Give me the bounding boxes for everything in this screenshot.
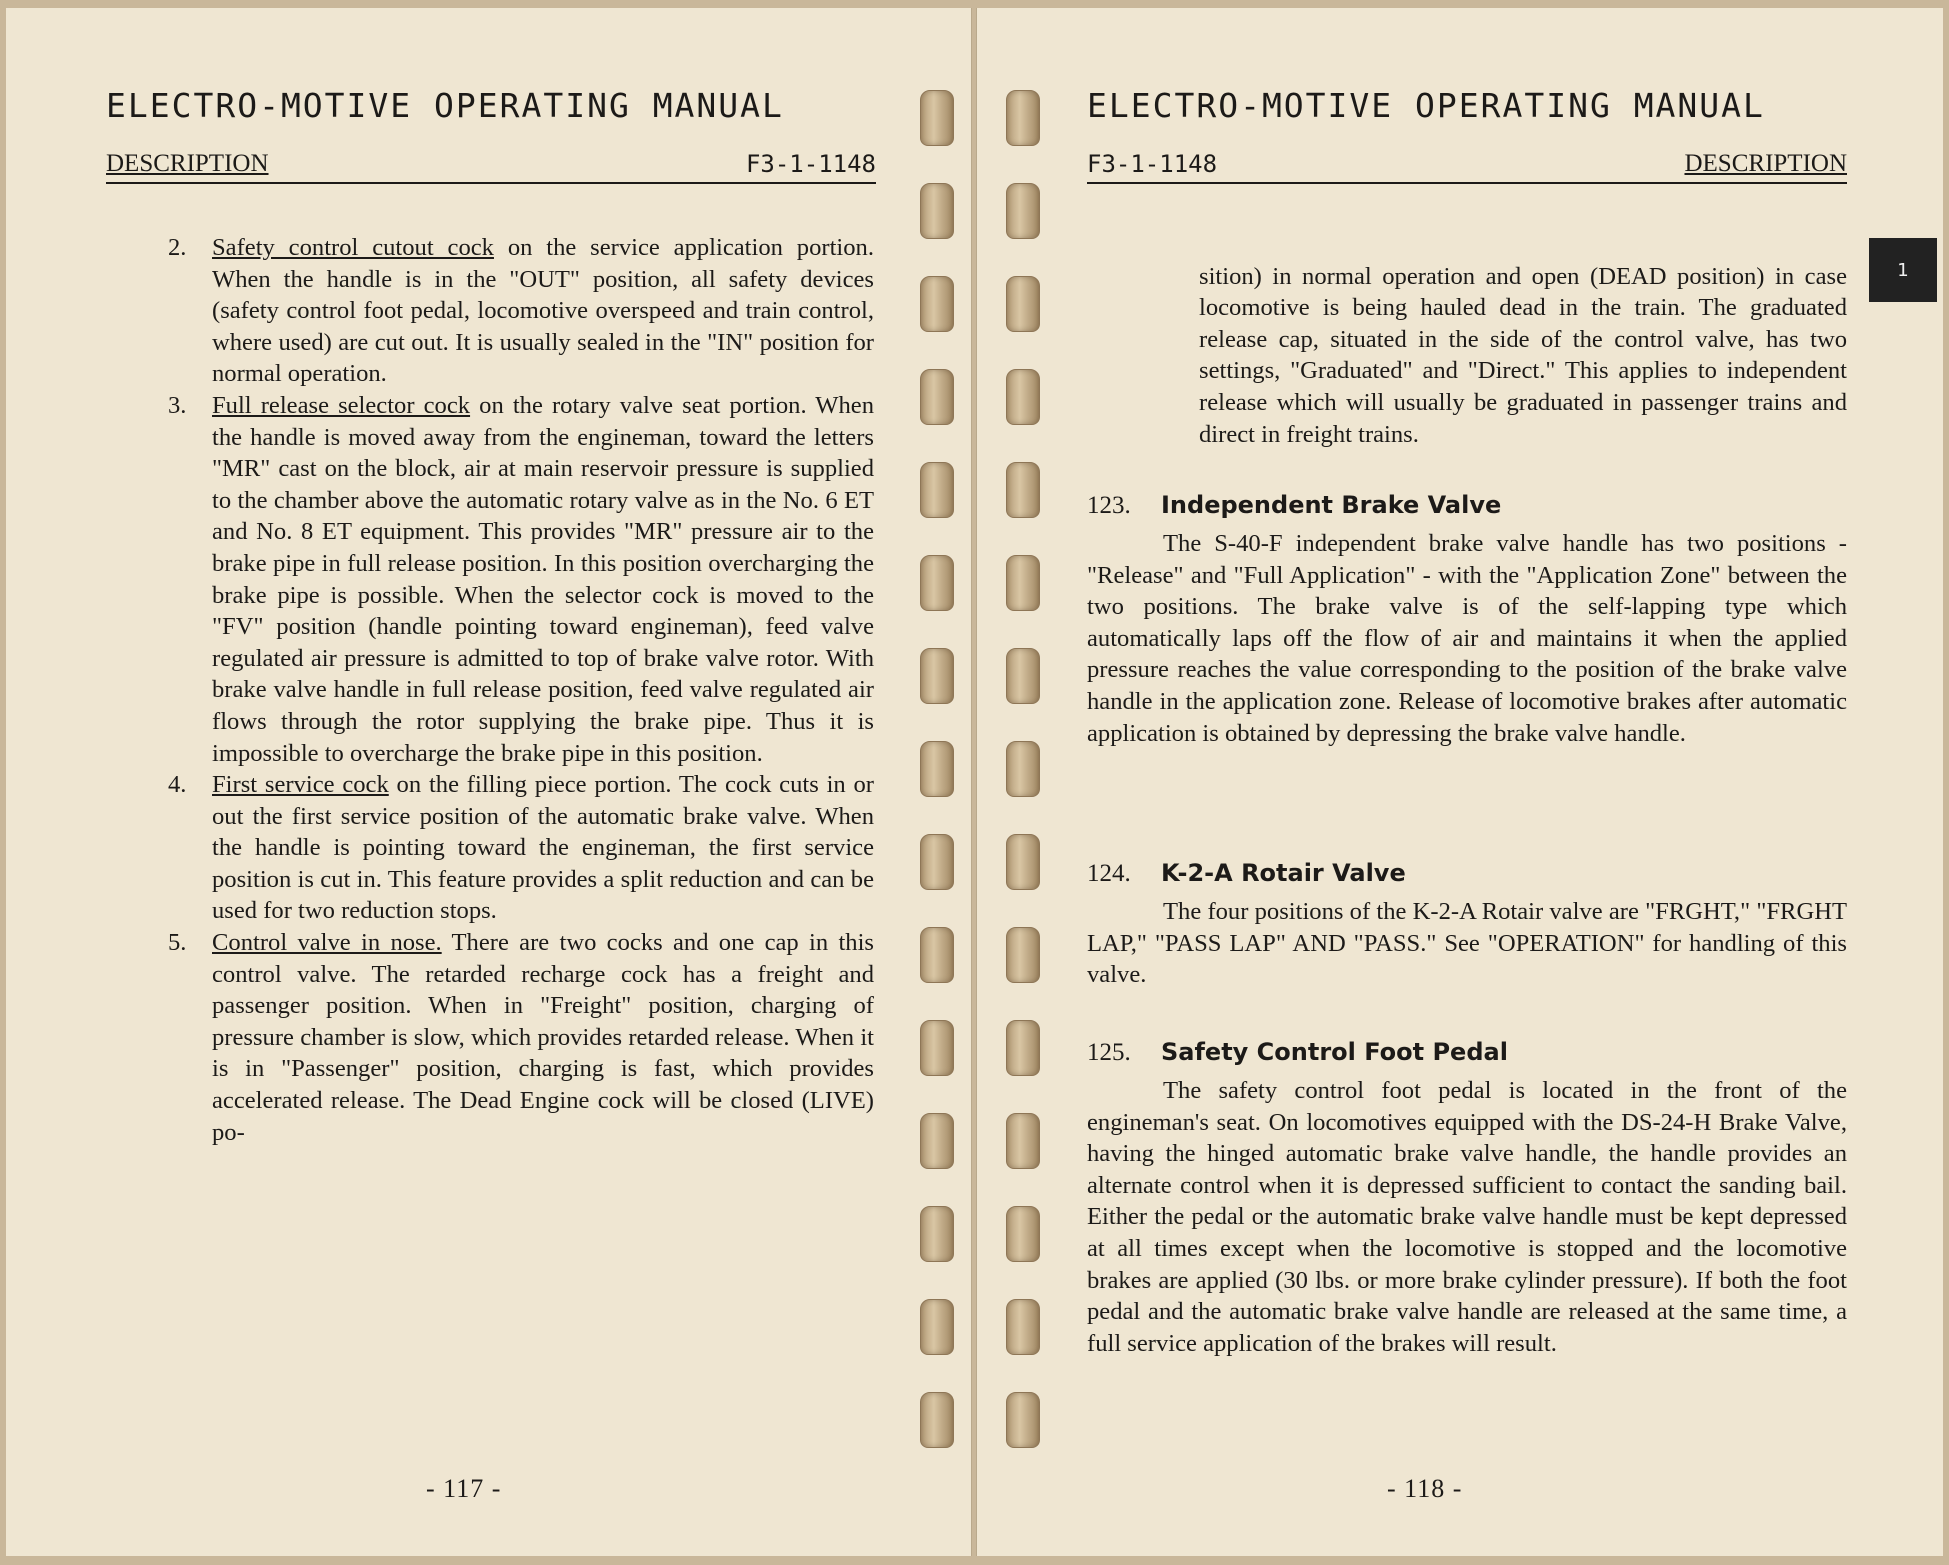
- section-title: Safety Control Foot Pedal: [1161, 1038, 1508, 1066]
- binding-hole: [920, 462, 954, 518]
- binding-hole: [920, 1020, 954, 1076]
- binding-hole: [920, 90, 954, 146]
- section-heading: [1087, 1035, 1847, 1069]
- binding-hole: [1006, 834, 1040, 890]
- item-number: 2.: [168, 234, 187, 261]
- binding-hole: [1006, 369, 1040, 425]
- binding-holes-right: [998, 90, 1046, 1490]
- binding-hole: [1006, 927, 1040, 983]
- page-number: - 118 -: [1387, 1474, 1463, 1503]
- item-number: 3.: [168, 391, 187, 419]
- binding-hole: [920, 183, 954, 239]
- doc-code: F3-1-1148: [1087, 150, 1218, 178]
- section-123: [1087, 488, 1847, 749]
- binding-hole: [1006, 1206, 1040, 1262]
- list-item: [168, 927, 874, 1148]
- binding-hole: [1006, 1113, 1040, 1169]
- section-title: K-2-A Rotair Valve: [1161, 859, 1406, 887]
- binding-hole: [1006, 648, 1040, 704]
- item-number: 4.: [168, 771, 187, 799]
- chapter-tab: 1: [1869, 238, 1937, 302]
- section-number: 123.: [1087, 492, 1131, 519]
- item-text: There are two cocks and one cap in this control valve. The retarded recharge cock has a freight and passenger position. When in "Freight" position, charging of pressure chamber is slow, which provides retarded release. When it is in "Passenger" position, charging is fast, which provides accelerated release. The Dead Engine cock will be closed (LIVE) po-: [212, 929, 874, 1146]
- binding-hole: [920, 1206, 954, 1262]
- running-header: [106, 150, 876, 184]
- item-term: First service cock: [212, 771, 389, 799]
- continuation-paragraph: sition) in normal operation and open (DEAD position) in case locomotive is being hauled dead in the train. The graduated release cap, situated in the side of the control valve, has two settings, "Graduated" and "Direct." This applies to independent release which will usually be graduated in passenger trains and direct in freight trains.: [1199, 262, 1847, 448]
- binding-hole: [1006, 741, 1040, 797]
- binding-hole: [920, 927, 954, 983]
- binding-hole: [920, 1392, 954, 1448]
- section-body: The safety control foot pedal is located in the front of the engineman's seat. On locomotives equipped with the DS-24-H Brake Valve, having the hinged automatic brake valve handle, the handle provides an alternate control when it is depressed sufficient to contact the sanding bail. Either the pedal or the automatic brake valve handle must be kept depressed at all times except when the locomotive is stopped and the locomotive brakes are applied (30 lbs. or more brake cylinder pressure). If both the foot pedal and the automatic brake valve handle are released at the same time, a full service application of the brakes will result.: [1087, 1077, 1847, 1357]
- section-body: The S-40-F independent brake valve handle has two positions - "Release" and "Full Application" - with the "Application Zone" between the two positions. The brake valve is of the self-lapping type which automatically laps off the flow of air and maintains it when the applied pressure reaches the value corresponding to the position of the brake valve handle in the application zone. Release of locomotive brakes after automatic application is obtained by depressing the brake valve handle.: [1087, 530, 1847, 747]
- binding-hole: [1006, 1392, 1040, 1448]
- item-text: on the filling piece portion. The cock cuts in or out the first service position of the automatic brake valve. When the handle is pointing toward the engineman, the first service position is cut in. This feature provides a split reduction and can be used for two reduction stops.: [212, 771, 874, 925]
- list-item: [168, 232, 874, 390]
- page-number: - 117 -: [426, 1474, 502, 1503]
- doc-code: F3-1-1148: [745, 150, 876, 178]
- section-number: 124.: [1087, 860, 1131, 887]
- section-heading: [1087, 856, 1847, 890]
- binding-hole: [1006, 1020, 1040, 1076]
- binding-hole: [920, 1113, 954, 1169]
- right-page: [976, 8, 1943, 1556]
- binding-holes-left: [912, 90, 960, 1490]
- binding-hole: [920, 741, 954, 797]
- binding-hole: [1006, 183, 1040, 239]
- section-125: [1087, 1035, 1847, 1359]
- item-term: Safety control cutout cock: [212, 234, 494, 261]
- binding-hole: [1006, 276, 1040, 332]
- list-item: [168, 390, 874, 769]
- item-text: on the rotary valve seat portion. When the handle is moved away from the engineman, toward the letters "MR" cast on the block, air at main reservoir pressure is supplied to the chamber above the automatic rotary valve as in the No. 6 ET and No. 8 ET equipment. This provides "MR" pressure air to the brake pipe in full release position. In this position overcharging the brake pipe is possible. When the selector cock is moved to the "FV" position (handle pointing toward engineman), feed valve regulated air pressure is admitted to top of brake valve rotor. With brake valve handle in full release position, feed valve regulated air flows through the rotor supplying the brake pipe. Thus it is impossible to overcharge the brake pipe in this position.: [212, 391, 874, 767]
- binding-hole: [1006, 1299, 1040, 1355]
- section-body: The four positions of the K-2-A Rotair valve are "FRGHT," "FRGHT LAP," "PASS LAP" AND "PASS." See "OPERATION" for handling of this valve.: [1087, 898, 1847, 989]
- running-header: [1087, 150, 1847, 184]
- section-title: Independent Brake Valve: [1161, 491, 1502, 519]
- section-heading: [1087, 488, 1847, 522]
- section-number: 125.: [1087, 1039, 1131, 1066]
- item-number: 5.: [168, 929, 187, 957]
- section-label: DESCRIPTION: [106, 150, 269, 177]
- binding-hole: [920, 369, 954, 425]
- list-item: [168, 769, 874, 927]
- binding-hole: [920, 648, 954, 704]
- binding-hole: [920, 555, 954, 611]
- item-text: on the service application portion. When the handle is in the "OUT" position, all safety devices (safety control foot pedal, locomotive overspeed and train control, where used) are cut out. It is usually sealed in the "IN" position for normal operation.: [212, 234, 874, 388]
- left-page: [6, 8, 972, 1556]
- item-term: Full release selector cock: [212, 391, 471, 419]
- binding-hole: [920, 834, 954, 890]
- binding-hole: [1006, 462, 1040, 518]
- binding-hole: [920, 276, 954, 332]
- binding-hole: [1006, 555, 1040, 611]
- item-list: [168, 232, 874, 1148]
- section-124: [1087, 856, 1847, 991]
- manual-title: ELECTRO-MOTIVE OPERATING MANUAL: [106, 86, 784, 125]
- binding-hole: [920, 1299, 954, 1355]
- binding-hole: [1006, 90, 1040, 146]
- manual-title: ELECTRO-MOTIVE OPERATING MANUAL: [1087, 86, 1765, 125]
- section-label: DESCRIPTION: [1684, 150, 1847, 177]
- item-term: Control valve in nose.: [212, 929, 442, 957]
